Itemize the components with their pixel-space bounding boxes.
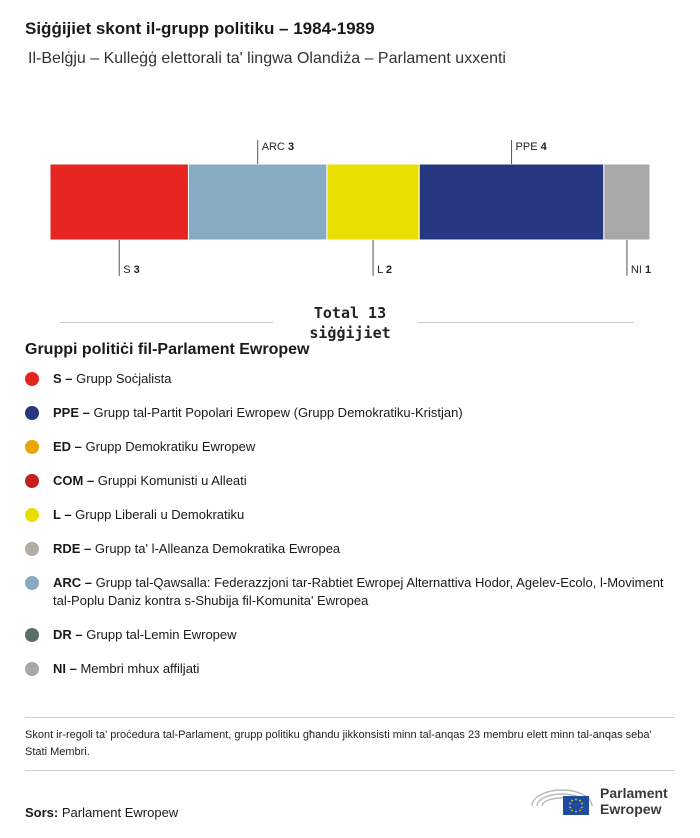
legend-swatch-icon [25, 372, 39, 386]
data-label-s: S 3 [123, 264, 140, 276]
legend-code: NI – [53, 661, 81, 676]
bar-segment-ni [604, 164, 650, 240]
legend-item-ed [25, 438, 665, 456]
total-line-left [60, 322, 273, 323]
bar-segment-arc [188, 164, 326, 240]
parliament-logo [529, 781, 679, 821]
bar-segment-s [50, 164, 188, 240]
data-label-l: L 2 [377, 264, 392, 276]
legend-swatch-icon [25, 406, 39, 420]
legend-swatch-icon [25, 662, 39, 676]
legend [25, 370, 665, 694]
legend-title: Gruppi politiċi fil-Parlament Ewropew [25, 341, 310, 358]
legend-label: Membri mhux affiljati [80, 661, 200, 676]
source [25, 805, 178, 820]
legend-item-ni [25, 660, 665, 678]
legend-code: COM – [53, 473, 98, 488]
legend-swatch-icon [25, 474, 39, 488]
chart-title: Siġġijiet skont il-grupp politiku – 1984-1989 [25, 19, 375, 38]
legend-code: PPE – [53, 405, 94, 420]
legend-label: Grupp Soċjalista [76, 371, 172, 386]
legend-label: Gruppi Komunisti u Alleati [97, 473, 247, 488]
legend-item-s [25, 370, 665, 388]
legend-item-arc [25, 574, 665, 610]
legend-label: Grupp tal-Qawsalla: Federazzjoni tar-Rabtiet Ewropej Alternattiva Hodor, Agelev-Ecolo, l-Moviment tal-Poplu Daniz kontra s-Shubija fil-Komunita' Ewropea [53, 575, 664, 608]
legend-item-dr [25, 626, 665, 644]
legend-code: ARC – [53, 575, 96, 590]
total-seats [273, 303, 427, 343]
source-value: Parlament Ewropew [61, 805, 179, 820]
legend-code: L – [53, 507, 76, 522]
legend-swatch-icon [25, 542, 39, 556]
divider-bottom [25, 770, 675, 771]
legend-swatch-icon [25, 576, 39, 590]
legend-item-rde [25, 540, 665, 558]
legend-label: Grupp Liberali u Demokratiku [75, 507, 245, 522]
legend-swatch-icon [25, 508, 39, 522]
legend-swatch-icon [25, 628, 39, 642]
legend-item-ppe [25, 404, 665, 422]
source-label: Sors: [25, 805, 59, 820]
parliament-hemicycle-eu-flag-icon [529, 781, 595, 819]
seat-bar-chart [0, 130, 700, 290]
chart-subtitle: Il-Belġju – Kulleġġ elettorali ta' lingwa Olandiża – Parlament uxxenti [28, 50, 506, 67]
data-label-ni: NI 1 [630, 264, 652, 276]
total-line-right [418, 322, 634, 323]
divider-top [25, 717, 675, 718]
rules-note: Skont ir-regoli ta' proċedura tal-Parlament, grupp politiku għandu jikkonsisti minn tal-anqas 23 membru elett minn tal-anqas seba' Stati Membri. [25, 729, 652, 758]
logo-line-2: Ewropew [600, 801, 662, 817]
legend-label: Grupp Demokratiku Ewropew [85, 439, 256, 454]
data-label-ppe: PPE 4 [515, 141, 547, 153]
legend-label: Grupp ta' l-Alleanza Demokratika Ewropea [94, 541, 341, 556]
data-label-arc: ARC 3 [261, 141, 295, 153]
legend-swatch-icon [25, 440, 39, 454]
total-seats-count: Total 13 [313, 304, 387, 322]
legend-label: Grupp tal-Partit Popolari Ewropew (Grupp Demokratiku-Kristjan) [93, 405, 463, 420]
legend-code: ED – [53, 439, 86, 454]
legend-item-com [25, 472, 665, 490]
logo-text [600, 785, 668, 817]
logo-line-1: Parlament [600, 785, 668, 801]
legend-code: RDE – [53, 541, 95, 556]
bar-segment-ppe [419, 164, 604, 240]
bar-segment-l [327, 164, 419, 240]
legend-label: Grupp tal-Lemin Ewropew [86, 627, 237, 642]
legend-item-l [25, 506, 665, 524]
legend-code: DR – [53, 627, 87, 642]
legend-code: S – [53, 371, 77, 386]
total-seats-unit: siġġijiet [309, 324, 391, 342]
